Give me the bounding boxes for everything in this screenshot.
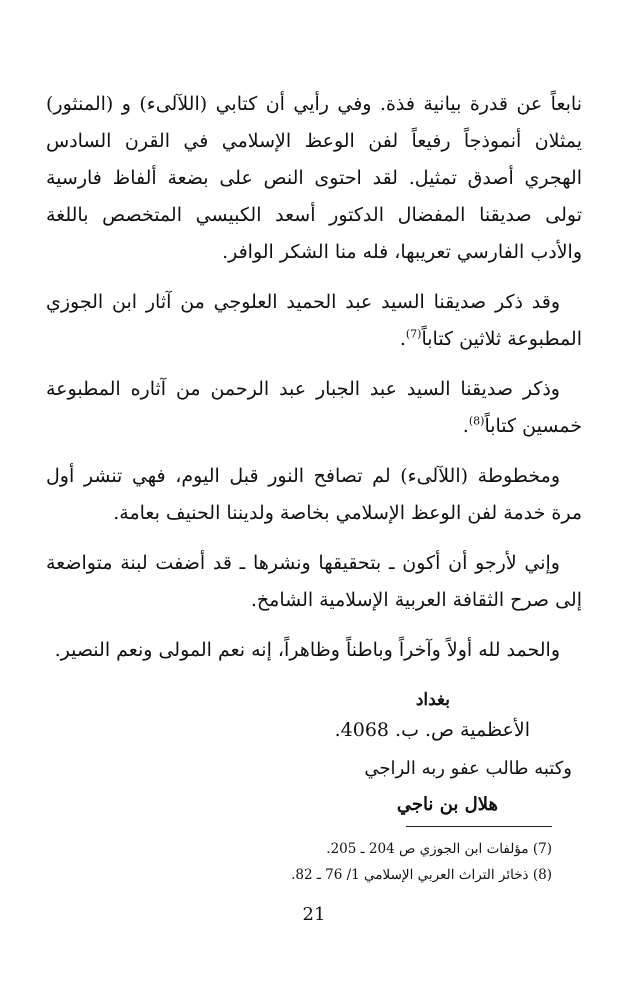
paragraph-1: نابعاً عن قدرة بيانية فذة. وفي رأيي أن كتابي (اللآلىء) و (المنثور) يمثلان أنموذجاً رفيعاً لفن الوعظ الإسلامي في القرن السادس الهجري أصدق تمثيل. لقد احتوى النص على بضعة ألفاظ فارسية تولى صديقنا المفضال الدكتور أسعد الكبيسي المتخصص باللغة والأدب الفارسي تعريبها، فله منا الشكر الوافر. bbox=[46, 93, 582, 263]
footnote-ref-7: (7) bbox=[405, 327, 422, 341]
signer-intro: وكتبه طالب عفو ربه الراجي bbox=[364, 758, 572, 779]
paragraph-2-text: وقد ذكر صديقنا السيد عبد الحميد العلوجي من آثار ابن الجوزي المطبوعة ثلاثين كتاباً bbox=[46, 291, 582, 350]
footnote-8: (8) ذخائر التراث العربي الإسلامي 1/ 76 ـ 82. bbox=[291, 867, 552, 883]
signer-name: هلال بن ناجي bbox=[396, 794, 498, 815]
page-number: 21 bbox=[302, 904, 326, 925]
body-text bbox=[46, 86, 582, 682]
paragraph-6: والحمد لله أولاً وآخراً وباطناً وظاهراً، إنه نعم المولى ونعم النصير. bbox=[54, 639, 560, 661]
footnote-ref-8: (8) bbox=[468, 414, 485, 428]
footnote-divider bbox=[406, 826, 552, 827]
paragraph-5: وإني لأرجو أن أكون ـ بتحقيقها ونشرها ـ قد أضفت لبنة متواضعة إلى صرح الثقافة العربية الإسلامية الشامخ. bbox=[46, 552, 582, 611]
paragraph-3-text: وذكر صديقنا السيد عبد الجبار عبد الرحمن من آثاره المطبوعة خمسين كتاباً bbox=[46, 378, 582, 437]
footnote-7: (7) مؤلفات ابن الجوزي ص 204 ـ 205. bbox=[326, 841, 552, 857]
footnotes bbox=[291, 836, 552, 888]
paragraph-2: وقد ذكر صديقنا السيد عبد الحميد العلوجي من آثار ابن الجوزي المطبوعة ثلاثين كتاباً$^{(7)}$. bbox=[46, 291, 582, 350]
closing-city: بغداد bbox=[415, 690, 450, 710]
paragraph-4: ومخطوطة (اللآلىء) لم تصافح النور قبل اليوم، فهي تنشر أول مرة خدمة لفن الوعظ الإسلامي بخاصة ولديننا الحنيف بعامة. bbox=[46, 465, 582, 524]
paragraph-3: وذكر صديقنا السيد عبد الجبار عبد الرحمن من آثاره المطبوعة خمسين كتاباً$^{(8)}$. bbox=[46, 378, 582, 437]
closing-po-box: الأعظمية ص. ب. 4068. bbox=[334, 719, 530, 741]
